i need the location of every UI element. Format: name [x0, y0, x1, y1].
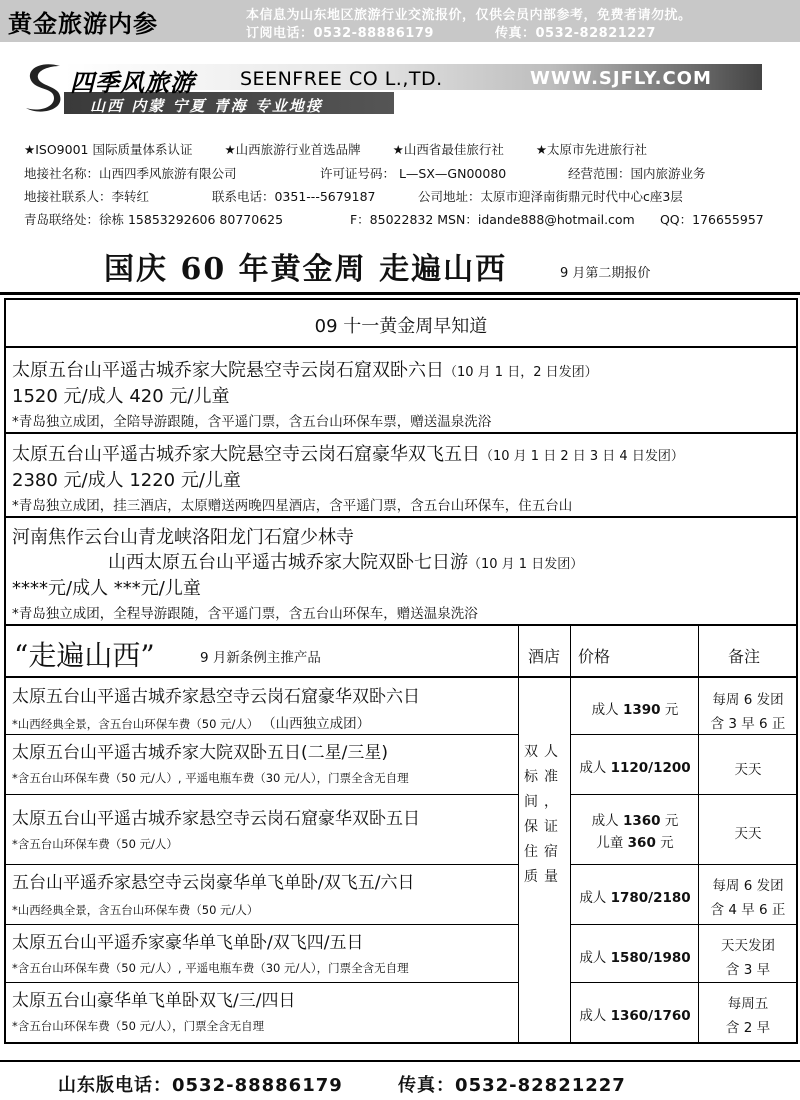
product-title: 太原五台山平遥古城乔家大院双卧五日(二星/三星): [12, 743, 388, 763]
brand-name-cn: 四季风旅游: [70, 69, 195, 97]
tour-price: ****元/成人 ***元/儿童: [12, 578, 201, 599]
divider: [6, 982, 518, 983]
issue-label: 9 月第二期报价: [560, 266, 651, 281]
cert-item: ★太原市先进旅行社: [535, 142, 648, 157]
divider: [6, 346, 796, 348]
product-note: *含五台山环保车费（50 元/人）, 平遥电瓶车费（30 元/人），门票全含无自理: [12, 771, 409, 785]
company-address: 公司地址：太原市迎泽南街鼎元时代中心c座3层: [417, 189, 683, 204]
footer-fax: 传真：0532-82821227: [398, 1075, 626, 1096]
divider: [6, 734, 518, 735]
product-note: *含五台山环保车费（50 元/人）: [12, 837, 178, 851]
brand-name-en: SEENFREE CO L.,TD.: [240, 68, 443, 90]
tour-price: 2380 元/成人 1220 元/儿童: [12, 470, 241, 491]
products-title: “走遍山西”: [14, 639, 155, 672]
product-price: 成人 1120/1200: [579, 760, 691, 776]
divider: [570, 982, 796, 983]
tour-note: *青岛独立成团，挂三酒店，太原赠送两晚四星酒店，含平遥门票，含五台山环保车，住五台山: [12, 498, 573, 514]
col-header-price: 价格: [578, 647, 611, 666]
product-note: *山西经典全景，含五台山环保车费（50 元/人） （山西独立成团）: [12, 716, 371, 732]
disclaimer-text: 本信息为山东地区旅游行业交流报价，仅供会员内部参考，免费者请勿扰。: [246, 8, 692, 23]
contact-info-row: [24, 187, 683, 205]
divider: [6, 864, 518, 865]
col-header-hotel: 酒店: [528, 647, 561, 666]
divider: [570, 924, 796, 925]
cert-item: ★山西省最佳旅行社: [392, 142, 504, 157]
tour-title: 太原五台山平遥古城乔家大院悬空寺云岗石窟双卧六日（10 月 1 日，2 日发团）: [12, 360, 598, 381]
product-remark: 天天: [734, 826, 762, 842]
divider: [6, 924, 518, 925]
product-title: 太原五台山豪华单飞单卧双飞/三/四日: [12, 991, 296, 1011]
tour-dates: （10 月 1 日发团）: [468, 557, 584, 572]
divider: [0, 292, 800, 295]
cert-item: ★ISO9001 国际质量体系认证: [24, 142, 193, 157]
footer-divider: [0, 1060, 800, 1062]
footer-contact: [58, 1071, 626, 1097]
agency-name: 地接社名称：山西四季风旅游有限公司: [24, 166, 237, 181]
qq-number: QQ：176655957: [659, 212, 764, 227]
product-title: 太原五台山平遥古城乔家悬空寺云岗石窟豪华双卧五日: [12, 809, 420, 829]
cert-item: ★山西旅游行业首选品牌: [224, 142, 361, 157]
divider: [570, 794, 796, 795]
products-subtitle: 9 月新条例主推产品: [200, 650, 321, 666]
divider: [570, 864, 796, 865]
header-fax: 传真：0532-82821227: [494, 26, 656, 41]
swirl-logo-icon: [20, 60, 68, 116]
license-number: 许可证号码： L—SX—GN00080: [319, 166, 507, 181]
divider: [6, 624, 796, 626]
divider: [6, 516, 796, 518]
tour-title-line2: 山西太原五台山平遥古城乔家大院双卧七日游（10 月 1 日发团）: [108, 552, 584, 573]
tour-title: 太原五台山平遥古城乔家大院悬空寺云岗石窟豪华双飞五日（10 月 1 日 2 日 3 日 4 日发团）: [12, 444, 684, 465]
product-remark: 每周五 含 2 早: [725, 996, 771, 1036]
company-slogan: 山西 内蒙 宁夏 青海 专业地接: [90, 97, 323, 115]
product-remark: 天天发团 含 3 早: [721, 938, 775, 978]
divider: [6, 794, 518, 795]
column-line: [518, 626, 519, 1044]
golden-week-title: 09 十一黄金周早知道: [314, 316, 488, 337]
divider: [570, 734, 796, 735]
header-contact: [246, 22, 656, 41]
product-remark: 每周 6 发团 含 4 早 6 正: [710, 878, 786, 918]
company-logo-banner: [20, 60, 762, 116]
product-price: 成人 1360 元 儿童 360 元: [591, 813, 679, 851]
product-title: 太原五台山平遥乔家豪华单飞单卧/双飞四/五日: [12, 933, 364, 953]
business-scope: 经营范围：国内旅游业务: [567, 166, 706, 181]
product-note: *含五台山环保车费（50 元/人）, 平遥电瓶车费（30 元/人），门票全含无自理: [12, 961, 409, 975]
divider: [6, 676, 796, 678]
product-title: 太原五台山平遥古城乔家悬空寺云岗石窟豪华双卧六日: [12, 687, 420, 707]
product-price: 成人 1780/2180: [579, 890, 691, 906]
product-price: 成人 1580/1980: [579, 950, 691, 966]
tour-title: 河南焦作云台山青龙峡洛阳龙门石窟少林寺: [12, 527, 354, 548]
product-price: 成人 1360/1760: [579, 1008, 691, 1024]
col-header-remark: 备注: [728, 647, 761, 666]
qingdao-info-row: [24, 210, 764, 228]
fax-msn: F：85022832 MSN：idande888@hotmail.com: [349, 212, 635, 227]
product-note: *山西经典全景，含五台山环保车费（50 元/人）: [12, 903, 259, 917]
tour-dates: （10 月 1 日 2 日 3 日 4 日发团）: [480, 449, 684, 464]
tour-note: *青岛独立成团，全程导游跟随，含平遥门票，含五台山环保车，赠送温泉洗浴: [12, 606, 478, 622]
qingdao-office: 青岛联络处：徐栋 15853292606 80770625: [24, 212, 284, 227]
newsletter-title: 黄金旅游内参: [8, 10, 158, 38]
product-price: 成人 1390 元: [591, 702, 679, 718]
top-banner: [0, 0, 800, 42]
certifications: [24, 140, 784, 158]
contact-phone: 联系电话：0351---5679187: [211, 189, 376, 204]
product-note: *含五台山环保车费（50 元/人），门票全含无自理: [12, 1019, 265, 1033]
contact-person: 地接社联系人：李转红: [24, 189, 150, 204]
agency-info-row: [24, 164, 705, 182]
product-remark: 天天: [734, 762, 762, 778]
subscribe-phone: 订阅电话：0532-88886179: [246, 26, 434, 41]
tour-dates: （10 月 1 日，2 日发团）: [444, 365, 598, 380]
tour-note: *青岛独立成团，全陪导游跟随，含平遥门票，含五台山环保车票，赠送温泉洗浴: [12, 414, 492, 430]
product-title: 五台山平遥乔家悬空寺云岗豪华单飞单卧/双飞五/六日: [12, 873, 415, 893]
hotel-standard: 双人标准间，保证住宿质量: [524, 744, 564, 885]
page-headline: 国庆 60 年黄金周 走遍山西: [104, 252, 508, 287]
tour-price: 1520 元/成人 420 元/儿童: [12, 386, 230, 407]
footer-phone: 山东版电话：0532-88886179: [58, 1075, 343, 1096]
website-url[interactable]: WWW.SJFLY.COM: [530, 68, 712, 89]
product-remark: 每周 6 发团 含 3 早 6 正: [710, 692, 786, 732]
divider: [6, 432, 796, 434]
